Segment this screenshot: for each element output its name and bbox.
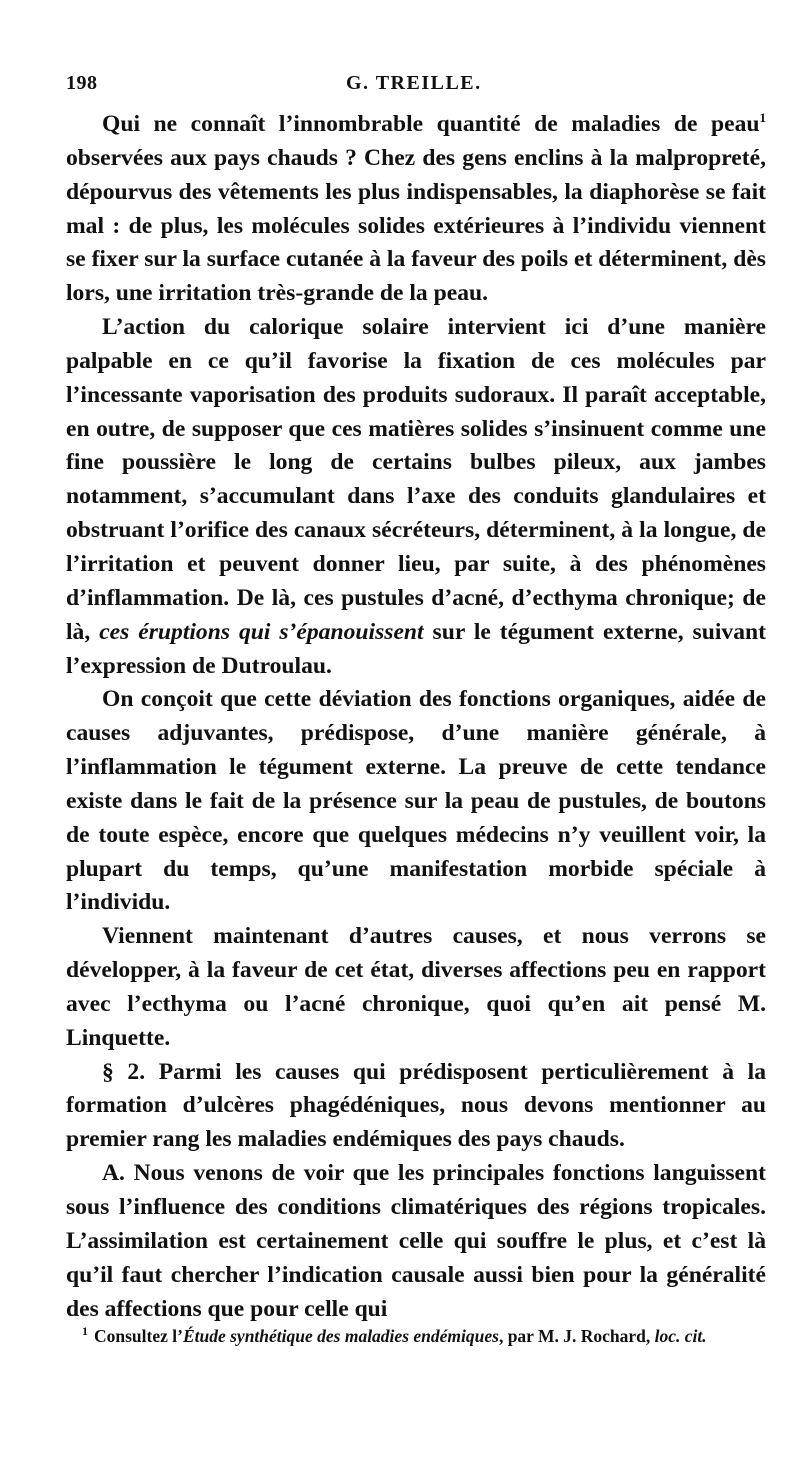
- page-header: [66, 72, 766, 108]
- footnote-loc-cit: loc. cit.: [654, 1326, 707, 1346]
- body-text: [66, 108, 766, 1326]
- footnote: $^1$ Consultez l’Étude synthétique des maladies endémiques, par M. J. Rochard, loc. cit.: [82, 1324, 707, 1346]
- paragraph-6: A. Nous venons de voir que les principales fonctions languissent sous l’influence des conditions climatériques des régions tropicales. L’assimilation est certainement celle qui souffre le plus, et c’est là qu’il faut chercher l’indication causale aussi bien pour la généralité des affections que pour celle qui: [66, 1160, 766, 1322]
- paragraph-3: On conçoit que cette déviation des fonctions organiques, aidée de causes adjuvantes, prédispose, d’une manière générale, à l’inflammation le tégument externe. La preuve de cette tendance existe dans le fait de la présence sur la peau de pustules, de boutons de toute espèce, encore que quelques médecins n’y veuillent voir, la plupart du temps, qu’une manifestation morbide spéciale à l’individu.: [66, 686, 766, 916]
- paragraph-4: Viennent maintenant d’autres causes, et nous verrons se développer, à la faveur de cet état, diverses affections peu en rapport avec l’ecthyma ou l’acné chronique, quoi qu’en ait pensé M. Linquette.: [66, 923, 766, 1051]
- page-number: 198: [66, 72, 98, 94]
- footnote-mark: 1: [82, 1324, 88, 1339]
- paragraph-1: Qui ne connaît l’innombrable quantité de maladies de peau$^1$ observées aux pays chauds ? Chez des gens enclins à la malpropreté, dépourvus des vêtements les plus indispensables, la diaphorèse se fait mal : de plus, les molécules solides extérieures à l’individu viennent se fixer sur la surface cutanée à la faveur des poils et déterminent, dès lors, une irritation très-grande de la peau.: [66, 110, 766, 307]
- quoted-phrase: ces éruptions qui s’épanouissent: [99, 618, 424, 645]
- footnote-title: Étude synthétique des maladies endémiques: [182, 1326, 499, 1346]
- paragraph-5: § 2. Parmi les causes qui prédisposent perticulièrement à la formation d’ulcères phagédéniques, nous devons mentionner au premier rang les maladies endémiques des pays chauds.: [66, 1058, 766, 1153]
- paragraph-2: L’action du calorique solaire intervient ici d’une manière palpable en ce qu’il favorise la fixation de ces molécules par l’incessante vaporisation des produits sudoraux. Il paraît acceptable, en outre, de supposer que ces matières solides s’insinuent comme une fine poussière le long de certains bulbes pileux, aux jambes notamment, s’accumulant dans l’axe des conduits glandulaires et obstruant l’orifice des canaux sécréteurs, déterminent, à la longue, de l’irritation et peuvent donner lieu, par suite, à des phénomènes d’inflammation. De là, ces pustules d’acné, d’ecthyma chronique; de là, ces éruptions qui s’épanouissent sur le tégument externe, suivant l’expression de Dutroulau.: [66, 314, 766, 679]
- footnote-ref: 1: [759, 110, 766, 126]
- running-title: G. TREILLE.: [346, 72, 482, 94]
